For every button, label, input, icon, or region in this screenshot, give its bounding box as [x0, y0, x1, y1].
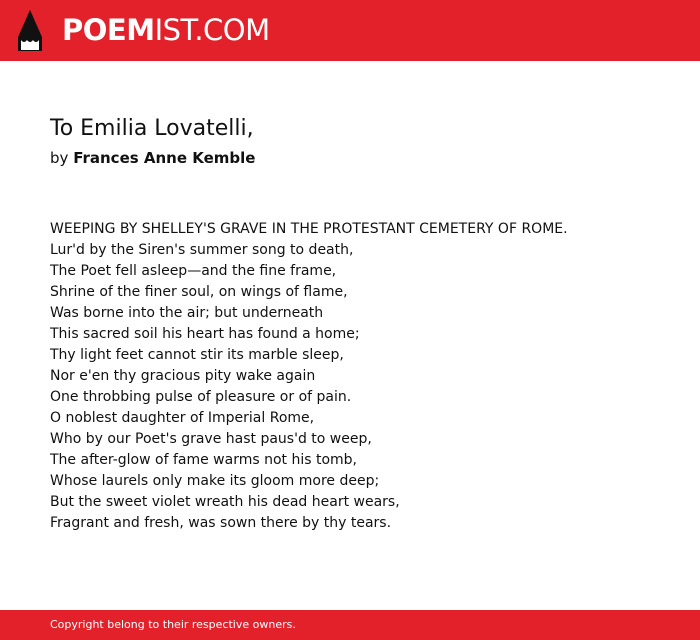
poem-line: But the sweet violet wreath his dead heart wears,	[50, 494, 400, 510]
poem-line: Lur'd by the Siren's summer song to death,	[50, 242, 354, 258]
poem-line: O noblest daughter of Imperial Rome,	[50, 410, 315, 426]
site-footer	[0, 610, 700, 640]
poem-line: Nor e'en thy gracious pity wake again	[50, 368, 316, 384]
poem-line: The Poet fell asleep—and the fine frame,	[50, 263, 337, 279]
site-header	[0, 0, 700, 61]
poem-line: Fragrant and fresh, was sown there by thy tears.	[50, 515, 392, 531]
poem-byline	[50, 149, 255, 167]
poem-line: Was borne into the air; but underneath	[50, 305, 324, 321]
poem-body	[50, 219, 670, 534]
site-logo-link[interactable]	[0, 0, 270, 61]
pencil-icon	[18, 10, 42, 51]
poem-line: Who by our Poet's grave hast paus'd to weep,	[50, 431, 372, 447]
logo-light-text: IST.COM	[154, 13, 270, 47]
copyright-text: Copyright belong to their respective owners.	[50, 618, 296, 631]
poem-line: The after-glow of fame warms not his tomb,	[50, 452, 357, 468]
poem-line: This sacred soil his heart has found a home;	[50, 326, 360, 342]
logo-bold-text: POEM	[62, 13, 155, 47]
author-link[interactable]: Frances Anne Kemble	[73, 149, 256, 167]
poem-line: One throbbing pulse of pleasure or of pain.	[50, 389, 352, 405]
poem-line: Thy light feet cannot stir its marble sleep,	[50, 347, 344, 363]
poem-line: WEEPING BY SHELLEY'S GRAVE IN THE PROTESTANT CEMETERY OF ROME.	[50, 221, 568, 237]
by-label: by	[50, 149, 69, 167]
poem-line: Whose laurels only make its gloom more deep;	[50, 473, 380, 489]
poem-title: To Emilia Lovatelli,	[50, 116, 254, 141]
site-logo-text	[62, 10, 270, 50]
poem-line: Shrine of the finer soul, on wings of flame,	[50, 284, 348, 300]
